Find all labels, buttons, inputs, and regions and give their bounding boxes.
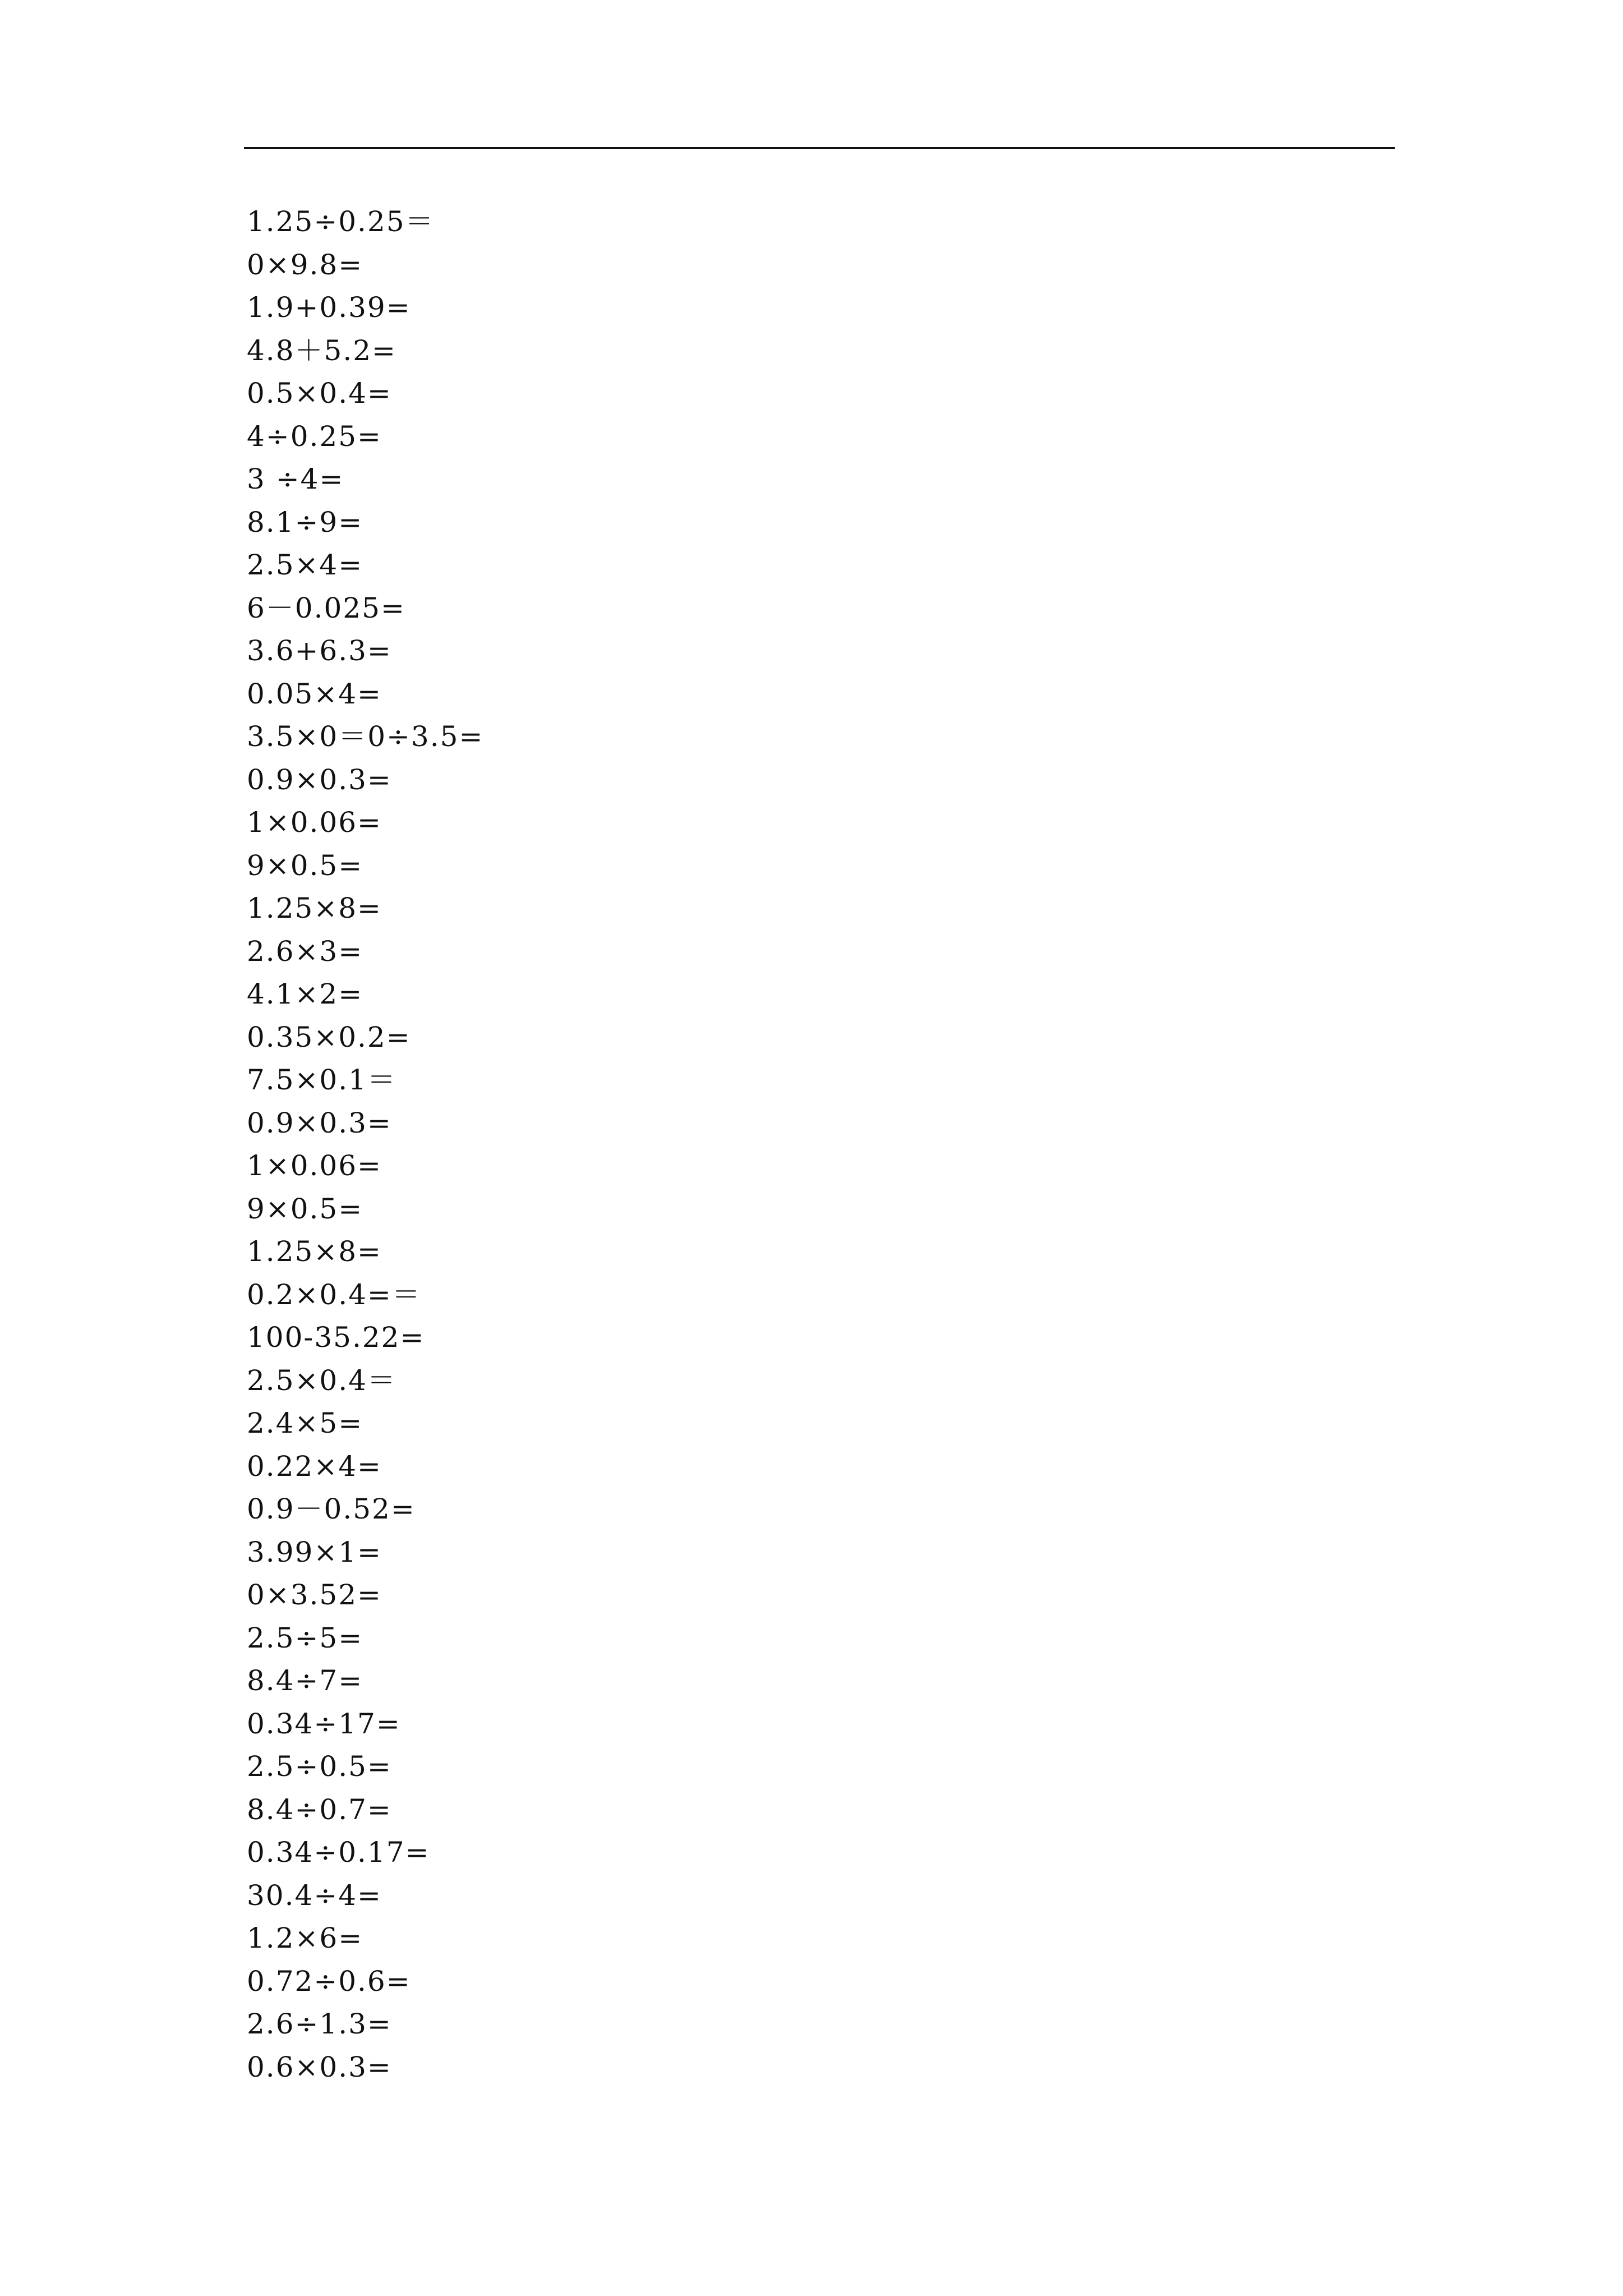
problem-item: 2.6×3= — [247, 935, 363, 968]
problem-item: 0×9.8= — [247, 248, 363, 281]
problem-item: 4÷0.25= — [247, 420, 382, 453]
problem-item: 4.1×2= — [247, 978, 363, 1010]
problem-item: 30.4÷4= — [247, 1879, 382, 1912]
problem-item: 0.2×0.4=＝ — [247, 1278, 421, 1311]
problem-item: 2.4×5= — [247, 1407, 363, 1439]
problem-item: 3.99×1= — [247, 1535, 382, 1568]
problem-item: 2.5÷0.5= — [247, 1750, 392, 1783]
problem-item: 6－0.025= — [247, 591, 405, 624]
problem-item: 0.22×4= — [247, 1450, 382, 1483]
problem-item: 0.9－0.52= — [247, 1493, 416, 1525]
problem-item: 3 ÷4= — [247, 463, 344, 495]
problem-item: 4.8＋5.2= — [247, 334, 396, 367]
problem-item: 1.25÷0.25＝ — [247, 205, 435, 238]
problem-item: 1.2×6= — [247, 1922, 363, 1954]
problem-item: 0.9×0.3= — [247, 1106, 392, 1139]
problem-item: 2.6÷1.3= — [247, 2008, 392, 2040]
problem-item: 8.4÷7= — [247, 1664, 363, 1697]
problem-item: 2.5÷5= — [247, 1621, 363, 1654]
problem-list — [247, 200, 483, 2088]
problem-item: 0.9×0.3= — [247, 763, 392, 796]
problem-item: 0.5×0.4= — [247, 377, 392, 409]
problem-item: 3.5×0＝0÷3.5= — [247, 720, 484, 753]
problem-item: 0.34÷17= — [247, 1707, 401, 1740]
problem-item: 0.35×0.2= — [247, 1020, 411, 1053]
problem-item: 3.6+6.3= — [247, 634, 392, 667]
problem-item: 8.4÷0.7= — [247, 1793, 392, 1826]
problem-item: 0.34÷0.17= — [247, 1836, 430, 1869]
header-rule — [244, 147, 1395, 149]
problem-item: 100-35.22= — [247, 1321, 425, 1354]
problem-item: 0×3.52= — [247, 1579, 382, 1611]
problem-item: 2.5×4= — [247, 549, 363, 581]
problem-item: 1.9+0.39= — [247, 291, 411, 324]
problem-item: 0.72÷0.6= — [247, 1964, 411, 1998]
problem-item: 7.5×0.1＝ — [247, 1064, 396, 1096]
problem-item: 0.6×0.3= — [247, 2050, 392, 2083]
problem-item: 1×0.06= — [247, 806, 382, 839]
problem-item: 1×0.06= — [247, 1149, 382, 1182]
problem-item: 9×0.5= — [247, 1192, 363, 1225]
problem-item: 9×0.5= — [247, 849, 363, 882]
problem-item: 1.25×8= — [247, 1235, 382, 1268]
problem-item: 8.1÷9= — [247, 505, 363, 539]
problem-item: 1.25×8= — [247, 892, 382, 924]
problem-item: 0.05×4= — [247, 677, 382, 710]
problem-item: 2.5×0.4＝ — [247, 1364, 396, 1397]
